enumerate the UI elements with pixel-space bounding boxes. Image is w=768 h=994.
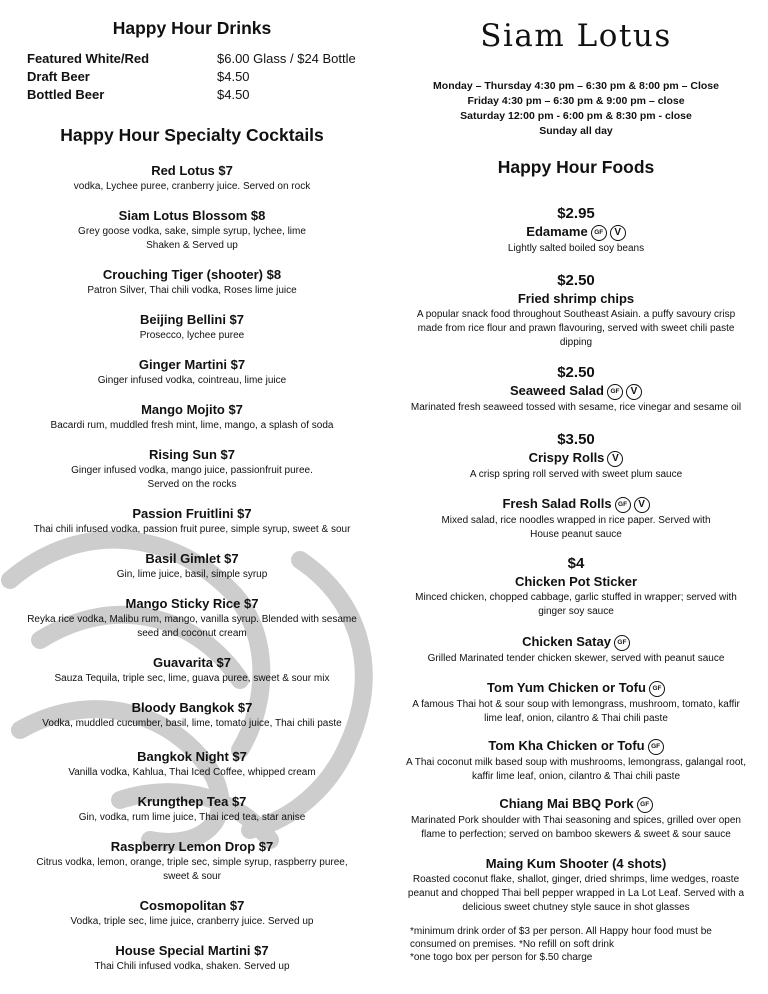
hours-line: Sunday all day	[539, 125, 613, 137]
hours-line: Friday 4:30 pm – 6:30 pm & 9:00 pm – close	[467, 95, 685, 107]
food-desc: Mixed salad, rice noodles wrapped in rice paper. Served with	[441, 514, 711, 526]
hours-block	[384, 79, 768, 139]
food-title: Chicken Pot Sticker	[514, 574, 638, 589]
cocktail-title: Crouching Tiger (shooter) $8	[102, 267, 282, 282]
cocktail-item	[0, 311, 384, 342]
drink-row	[27, 50, 367, 68]
cocktail-item	[0, 356, 384, 387]
cocktail-title: Mango Mojito $7	[141, 402, 243, 417]
cocktail-desc: Reyka rice vodka, Malibu rum, mango, vanilla syrup. Blended with sesame	[27, 614, 357, 625]
food-price: $2.95	[557, 205, 595, 222]
cocktail-desc: Gin, lime juice, basil, simple syrup	[116, 569, 268, 580]
food-item	[384, 495, 768, 541]
food-item	[384, 430, 768, 481]
vegetarian-icon: V	[610, 225, 626, 241]
food-title: Chicken Satay	[522, 634, 611, 649]
food-title: Fried shrimp chips	[517, 291, 635, 306]
cocktail-desc: Shaken & Served up	[146, 240, 238, 251]
cocktail-desc: Ginger infused vodka, mango juice, passionfruit puree.	[71, 465, 313, 476]
cocktails-heading: Happy Hour Specialty Cocktails	[60, 125, 324, 145]
food-desc: kaffir lime leaf, onion, cilantro & Thai chili paste	[471, 770, 681, 782]
cocktail-item	[0, 446, 384, 491]
gluten-free-icon: GF	[649, 681, 665, 697]
cocktail-title: House Special Martini $7	[115, 943, 269, 958]
cocktail-desc: Thai Chili infused vodka, shaken. Served up	[94, 961, 290, 972]
food-item	[384, 554, 768, 618]
food-title: Fresh Salad Rolls	[502, 496, 612, 511]
fine-print	[410, 925, 750, 964]
food-price: $3.50	[557, 431, 595, 448]
food-desc: peanut and chopped Thai bell pepper wrapped in La Lot Leaf. Served with a	[407, 888, 745, 899]
cocktail-title: Bloody Bangkok $7	[131, 700, 253, 715]
cocktail-item	[0, 897, 384, 928]
food-item	[384, 271, 768, 349]
cocktail-desc: Thai chili infused vodka, passion fruit puree, simple syrup, sweet & sour	[33, 524, 351, 535]
cocktail-title: Ginger Martini $7	[138, 357, 246, 372]
food-price: $2.50	[557, 272, 595, 289]
drink-name: Featured White/Red	[27, 51, 150, 66]
cocktail-item	[0, 838, 384, 883]
gluten-free-icon: GF	[614, 635, 630, 651]
food-title: Seaweed Salad	[510, 383, 604, 398]
food-desc: lime leaf, onion, cilantro & Thai chili paste	[484, 712, 668, 724]
cocktail-item	[0, 942, 384, 973]
cocktail-item	[0, 550, 384, 581]
food-desc: A Thai coconut milk based soup with mushrooms, lemongrass, galangal root,	[406, 756, 746, 768]
cocktail-title: Mango Sticky Rice $7	[125, 596, 259, 611]
cocktail-item	[0, 266, 384, 297]
cocktail-item	[0, 654, 384, 685]
drinks-list	[27, 50, 367, 104]
cocktail-desc: Served on the rocks	[147, 479, 237, 490]
cocktail-desc: Gin, vodka, rum lime juice, Thai iced tea, star anise	[78, 812, 306, 823]
cocktail-title: Cosmopolitan $7	[139, 898, 245, 913]
drink-name: Draft Beer	[27, 69, 90, 84]
cocktail-item	[0, 401, 384, 432]
cocktail-item	[0, 748, 384, 779]
food-desc: Lightly salted boiled soy beans	[507, 242, 645, 254]
food-desc: dipping	[559, 337, 593, 348]
food-item	[384, 679, 768, 725]
food-desc: delicious sweet chutney style sauce in shot glasses	[462, 902, 690, 913]
food-price: $4	[567, 555, 585, 572]
cocktail-desc: Vodka, triple sec, lime juice, cranberry juice. Served up	[70, 916, 314, 927]
food-desc: Marinated fresh seaweed tossed with sesame, rice vinegar and sesame oil	[410, 401, 742, 413]
cocktail-desc: Vanilla vodka, Kahlua, Thai Iced Coffee, whipped cream	[68, 767, 316, 778]
food-title: Edamame	[526, 224, 588, 239]
cocktail-title: Raspberry Lemon Drop $7	[110, 839, 274, 854]
cocktail-item	[0, 699, 384, 730]
cocktail-desc: Citrus vodka, lemon, orange, triple sec, simple syrup, raspberry puree,	[36, 857, 348, 868]
cocktail-item	[0, 595, 384, 640]
food-desc: House peanut sauce	[530, 528, 622, 540]
food-item	[384, 855, 768, 914]
food-price: $2.50	[557, 364, 595, 381]
food-title: Tom Kha Chicken or Tofu	[488, 738, 645, 753]
vegetarian-icon: V	[634, 497, 650, 513]
cocktail-item	[0, 505, 384, 536]
food-item	[384, 204, 768, 255]
food-desc: flame to perfection; served on bamboo skewers & sweet & sour sauce	[421, 828, 731, 840]
drink-name: Bottled Beer	[27, 87, 105, 102]
cocktail-desc: Vodka, muddled cucumber, basil, lime, tomato juice, Thai chili paste	[42, 718, 342, 729]
note-line: *minimum drink order of $3 per person. All Happy hour food must be	[410, 926, 712, 937]
drinks-heading: Happy Hour Drinks	[112, 18, 272, 38]
drink-price: $4.50	[217, 69, 250, 84]
cocktail-title: Beijing Bellini $7	[139, 312, 245, 327]
food-desc: Roasted coconut flake, shallot, ginger, dried shrimps, lime wedges, roaste	[412, 874, 740, 885]
food-desc: A popular snack food throughout Southeast Asiain. a puffy savoury crisp	[416, 309, 736, 320]
food-title: Crispy Rolls	[528, 450, 605, 465]
note-line: *one togo box per person for $.50 charge	[410, 952, 593, 963]
note-line: consumed on premises. *No refill on soft drink	[410, 939, 614, 950]
cocktail-title: Basil Gimlet $7	[145, 551, 239, 566]
drink-row	[27, 68, 367, 86]
cocktail-title: Rising Sun $7	[149, 447, 235, 462]
food-item	[384, 795, 768, 841]
cocktail-title: Passion Fruitlini $7	[132, 506, 252, 521]
cocktail-desc: sweet & sour	[163, 871, 221, 882]
vegetarian-icon: V	[626, 384, 642, 400]
cocktail-item	[0, 793, 384, 824]
food-desc: ginger soy sauce	[538, 606, 614, 617]
cocktail-title: Bangkok Night $7	[137, 749, 247, 764]
gluten-free-icon: GF	[637, 797, 653, 813]
food-desc: Grilled Marinated tender chicken skewer, served with peanut sauce	[427, 652, 725, 664]
cocktail-desc: Grey goose vodka, sake, simple syrup, lychee, lime	[78, 226, 306, 237]
gluten-free-icon: GF	[648, 739, 664, 755]
cocktail-title: Red Lotus $7	[151, 163, 233, 178]
food-title: Maing Kum Shooter (4 shots)	[485, 856, 667, 871]
restaurant-name: Siam Lotus	[480, 18, 672, 54]
gluten-free-icon: GF	[615, 497, 631, 513]
food-desc: Marinated Pork shoulder with Thai seasoning and spices, grilled over open	[410, 814, 741, 826]
cocktail-desc: Patron Silver, Thai chili vodka, Roses lime juice	[87, 285, 297, 296]
cocktail-title: Guavarita $7	[152, 655, 232, 670]
drink-price: $6.00 Glass / $24 Bottle	[217, 51, 356, 66]
drink-row	[27, 86, 367, 104]
cocktail-desc: Prosecco, lychee puree	[139, 330, 245, 341]
food-desc: A famous Thai hot & sour soup with lemongrass, mushroom, tomato, kaffir	[412, 698, 740, 710]
gluten-free-icon: GF	[607, 384, 623, 400]
vegetarian-icon: V	[607, 451, 623, 467]
cocktail-desc: vodka, Lychee puree, cranberry juice. Served on rock	[73, 181, 311, 192]
food-desc: A crisp spring roll served with sweet plum sauce	[469, 468, 683, 480]
foods-heading: Happy Hour Foods	[497, 157, 655, 177]
cocktail-title: Siam Lotus Blossom $8	[118, 208, 266, 223]
cocktail-desc: Bacardi rum, muddled fresh mint, lime, mango, a splash of soda	[50, 420, 334, 431]
food-desc: made from rice flour and prawn flavouring, served with sweet chili paste	[417, 323, 735, 334]
cocktail-desc: Sauza Tequila, triple sec, lime, guava puree, sweet & sour mix	[54, 673, 330, 684]
food-title: Tom Yum Chicken or Tofu	[487, 680, 646, 695]
food-item	[384, 363, 768, 414]
cocktail-desc: seed and coconut cream	[137, 628, 247, 639]
food-item	[384, 737, 768, 783]
hours-line: Monday – Thursday 4:30 pm – 6:30 pm & 8:00 pm – Close	[433, 80, 719, 92]
cocktail-item	[0, 207, 384, 252]
cocktail-item	[0, 162, 384, 193]
food-item	[384, 633, 768, 665]
drink-price: $4.50	[217, 87, 250, 102]
hours-line: Saturday 12:00 pm - 6:00 pm & 8:30 pm - close	[460, 110, 692, 122]
food-desc: Minced chicken, chopped cabbage, garlic stuffed in wrapper; served with	[415, 592, 737, 603]
cocktail-desc: Ginger infused vodka, cointreau, lime juice	[97, 375, 287, 386]
gluten-free-icon: GF	[591, 225, 607, 241]
food-title: Chiang Mai BBQ Pork	[499, 796, 634, 811]
cocktail-title: Krungthep Tea $7	[137, 794, 247, 809]
